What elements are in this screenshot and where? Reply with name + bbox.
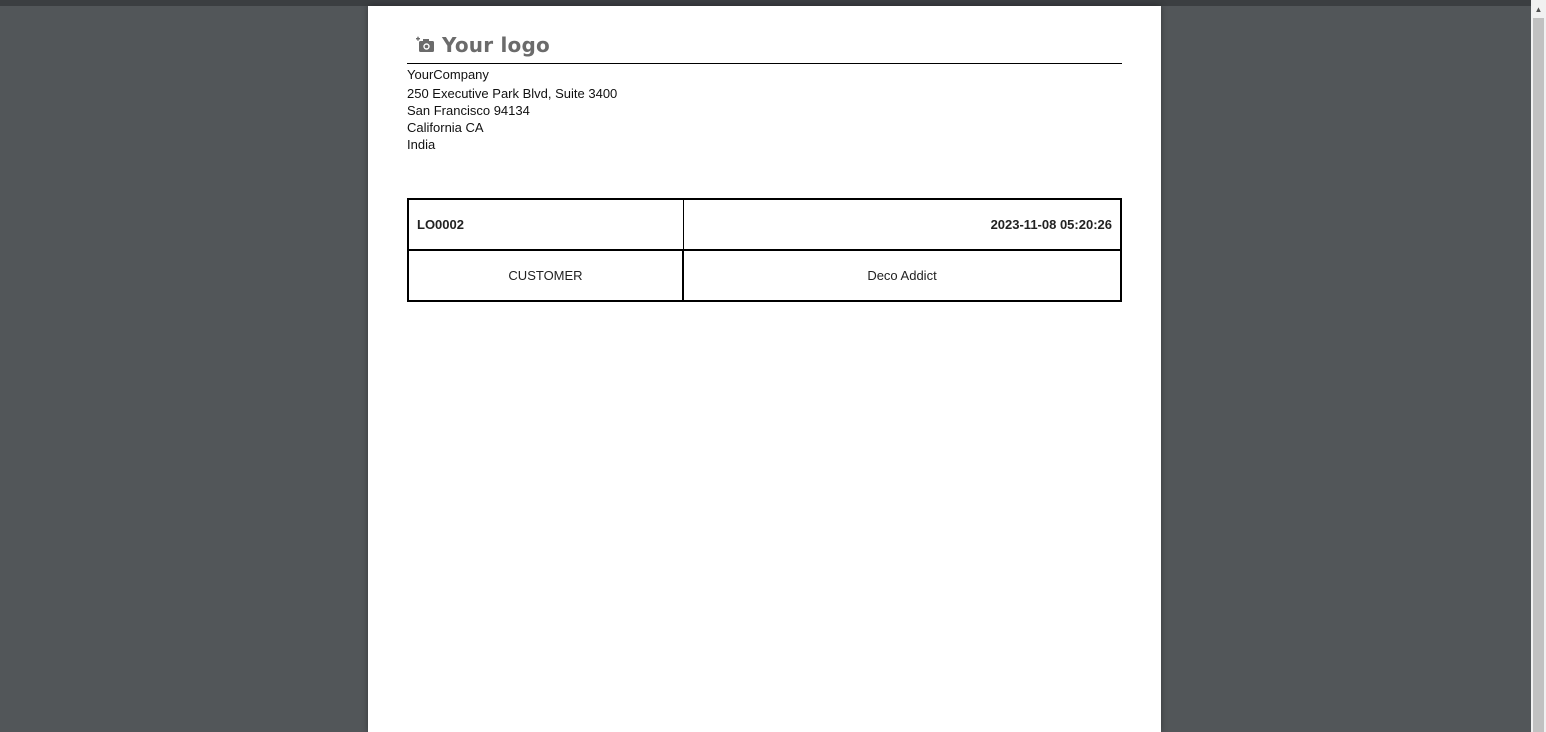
customer-label: CUSTOMER bbox=[408, 250, 683, 301]
scroll-up-arrow-icon[interactable]: ▲ bbox=[1534, 4, 1543, 14]
document-page bbox=[368, 6, 1161, 732]
document-reference: LO0002 bbox=[408, 199, 683, 250]
vertical-scrollbar[interactable] bbox=[1531, 0, 1546, 732]
company-address bbox=[407, 66, 617, 153]
customer-name: Deco Addict bbox=[683, 250, 1121, 301]
header-divider bbox=[407, 63, 1122, 64]
address-line: 250 Executive Park Blvd, Suite 3400 bbox=[407, 86, 618, 101]
address-line: California CA bbox=[407, 120, 484, 135]
company-logo bbox=[416, 32, 550, 58]
logo-text: Your logo bbox=[442, 33, 550, 57]
document-info-table bbox=[407, 198, 1122, 302]
scrollbar-thumb[interactable] bbox=[1533, 18, 1544, 732]
company-name: YourCompany bbox=[407, 67, 489, 82]
address-line: San Francisco 94134 bbox=[407, 103, 530, 118]
document-datetime: 2023-11-08 05:20:26 bbox=[683, 199, 1121, 250]
address-line: India bbox=[407, 137, 436, 152]
camera-icon bbox=[416, 36, 436, 54]
table-row bbox=[408, 199, 1121, 250]
table-row bbox=[408, 250, 1121, 301]
